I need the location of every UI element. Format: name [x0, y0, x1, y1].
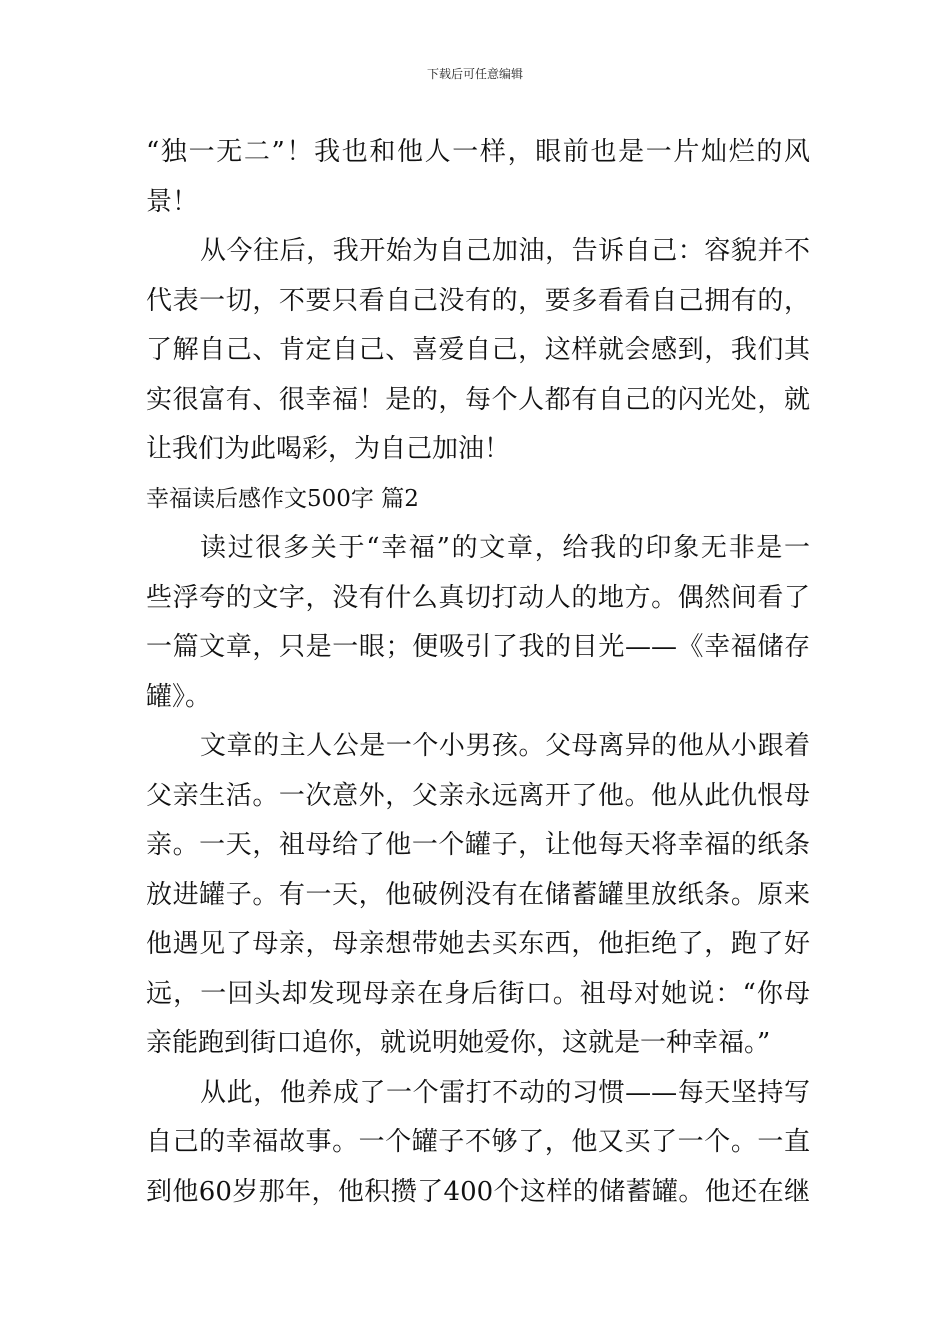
text-line: 自己的幸福故事。一个罐子不够了，他又买了一个。一直	[146, 1127, 810, 1157]
section-heading: 幸福读后感作文500字 篇2	[146, 485, 419, 512]
text-line: 父亲生活。一次意外，父亲永远离开了他。他从此仇恨母	[146, 780, 810, 811]
text-line: 亲。一天，祖母给了他一个罐子，让他每天将幸福的纸条	[146, 830, 810, 860]
text-line: “独一无二”！我也和他人一样，眼前也是一片灿烂的风	[146, 137, 810, 167]
text-line: 文章的主人公是一个小男孩。父母离异的他从小跟着	[200, 731, 810, 761]
text-line: 放进罐子。有一天，他破例没有在储蓄罐里放纸条。原来	[146, 879, 810, 910]
page-header: 下载后可任意编辑	[426, 67, 523, 81]
text-line: 到他60岁那年，他积攒了400个这样的储蓄罐。他还在继	[146, 1176, 810, 1207]
text-line: 实很富有、很幸福！是的，每个人都有自己的闪光处，就	[146, 384, 810, 415]
text-line: 些浮夸的文字，没有什么真切打动人的地方。偶然间看了	[146, 582, 810, 613]
text-line: 读过很多关于“幸福”的文章，给我的印象无非是一	[200, 533, 810, 563]
text-line: 罐》。	[146, 681, 212, 712]
text-line: 一篇文章，只是一眼；便吸引了我的目光——《幸福储存	[146, 632, 810, 662]
text-line: 亲能跑到街口追你，就说明她爱你，这就是一种幸福。”	[146, 1028, 771, 1058]
text-line: 景！	[146, 186, 199, 217]
document-body	[146, 128, 810, 1217]
text-line: 从此，他养成了一个雷打不动的习惯——每天坚持写	[200, 1077, 810, 1108]
text-line: 远，一回头却发现母亲在身后街口。祖母对她说：“你母	[146, 978, 810, 1009]
text-line: 让我们为此喝彩，为自己加油！	[146, 434, 511, 464]
text-line: 他遇见了母亲，母亲想带她去买东西，他拒绝了，跑了好	[146, 929, 810, 959]
text-line: 从今往后，我开始为自己加油，告诉自己：容貌并不	[200, 236, 810, 266]
text-line: 代表一切，不要只看自己没有的，要多看看自己拥有的，	[146, 285, 810, 316]
text-line: 了解自己、肯定自己、喜爱自己，这样就会感到，我们其	[146, 335, 810, 365]
